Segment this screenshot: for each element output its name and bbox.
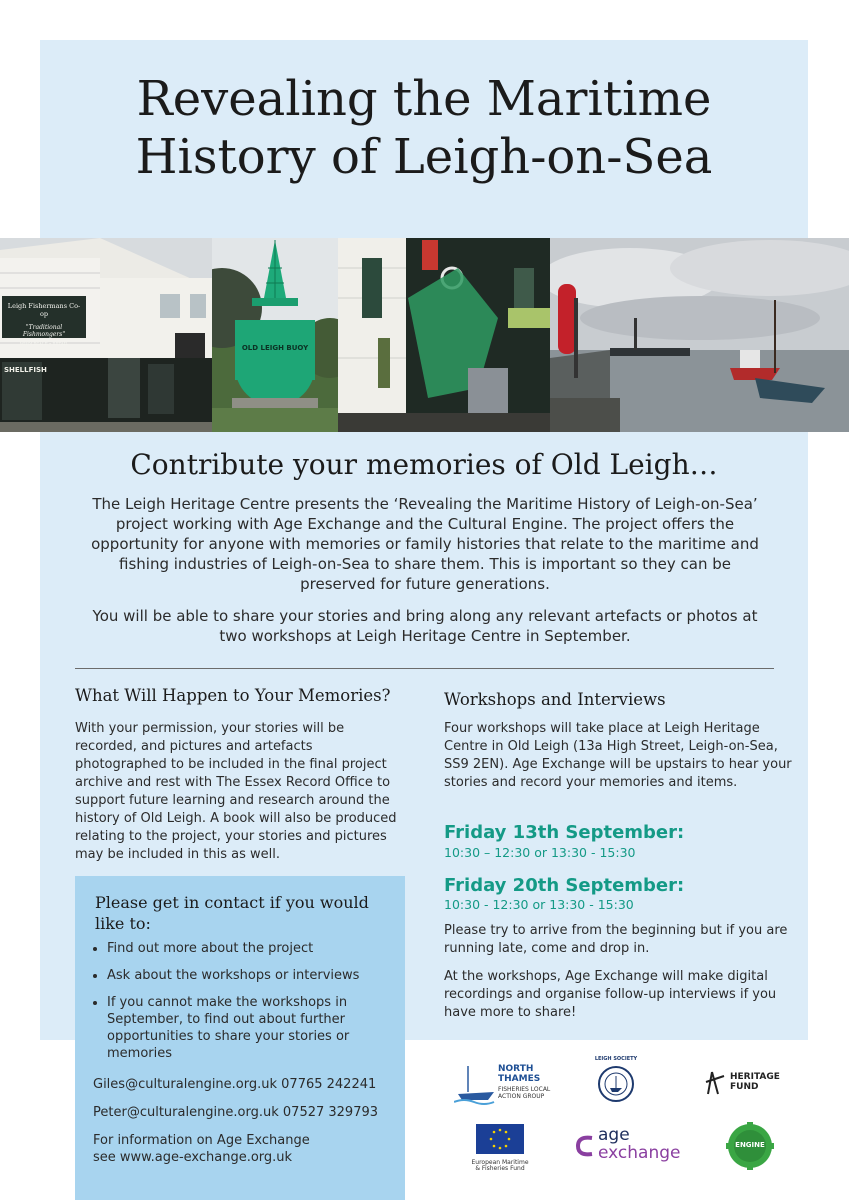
memories-body: With your permission, your stories will be recorded, and pictures and artefacts photographed to be included in the final project archive and rest with The Essex Record Office to support future learning and research around the history of Old Leigh. A book will also be produced relating to the project, your stories and pictures may be included in this as well.	[75, 721, 397, 862]
contact-giles[interactable]: Giles@culturalengine.org.uk 07765 242241	[93, 1077, 377, 1092]
photo-harbour-boats	[550, 238, 849, 432]
leigh-society-label: LEIGH SOCIETY	[594, 1056, 638, 1062]
workshop-date-2: Friday 20th September:	[444, 875, 685, 896]
north-thames-line-4: ACTION GROUP	[498, 1093, 545, 1100]
age-exchange-logo	[574, 1126, 684, 1166]
photo-fishing-net-building	[338, 238, 550, 432]
contact-list	[91, 940, 407, 1072]
age-exchange-line-2: exchange	[598, 1143, 681, 1163]
shellfish-board-text: SHELLFISH	[4, 366, 47, 374]
contact-heading: Please get in contact if you would like to:	[95, 893, 369, 933]
eu-flag-icon	[476, 1124, 524, 1154]
emff-label: European Maritime & Fisheries Fund	[471, 1159, 529, 1172]
intro-paragraph-2: You will be able to share your stories and bring along any relevant artefacts or photos at two workshops at Leigh Heritage Centre in September.	[92, 607, 758, 645]
contact-box	[75, 876, 405, 1200]
poster-title	[40, 70, 808, 186]
headline: Contribute your memories of Old Leigh…	[130, 448, 718, 481]
workshops-heading: Workshops and Interviews	[444, 690, 666, 709]
contact-peter[interactable]: Peter@culturalengine.org.uk 07527 329793	[93, 1105, 379, 1120]
harbour-image	[550, 238, 849, 432]
title-line-1: Revealing the Maritime	[136, 71, 712, 127]
divider	[75, 668, 774, 669]
photo-old-leigh-buoy	[212, 238, 338, 432]
buoy-image	[212, 238, 338, 432]
age-exchange-mark-icon	[574, 1132, 596, 1162]
workshops-intro: Four workshops will take place at Leigh Heritage Centre in Old Leigh (13a High Street, Leigh-on-Sea, SS9 2EN). Age Exchange will be upstairs to hear your stories and record your memories and items.	[444, 721, 792, 790]
contact-list-item: • Ask about the workshops or interviews	[107, 967, 407, 984]
age-exchange-info-line-1: For information on Age Exchange	[93, 1133, 310, 1148]
workshops-note-arrival: Please try to arrive from the beginning but if you are running late, come and drop in.	[444, 923, 788, 956]
intro-paragraph-1: The Leigh Heritage Centre presents the ‘Revealing the Maritime History of Leigh-on-Sea’ project working with Age Exchange and the Cultural Engine. The project offers the opportunity for anyone with memories or family histories that relate to the maritime and fishing industries of Leigh-on-Sea to share them. This is important so they can be preserved for future generations.	[91, 495, 759, 593]
heritage-fund-line-2: FUND	[730, 1082, 759, 1092]
fishing-boat-icon	[454, 1062, 498, 1106]
age-exchange-line-1: age	[598, 1125, 630, 1145]
crossed-fingers-icon	[702, 1066, 728, 1096]
north-thames-line-1: NORTH	[498, 1064, 534, 1074]
photo-strip	[0, 238, 849, 432]
cultural-engine-label: ENGINE	[735, 1141, 765, 1149]
memories-heading: What Will Happen to Your Memories?	[75, 686, 391, 705]
leigh-society-seal-icon	[596, 1064, 636, 1104]
title-line-2: History of Leigh-on-Sea	[135, 129, 713, 185]
north-thames-logo	[454, 1062, 554, 1108]
north-thames-line-3: FISHERIES LOCAL	[498, 1086, 551, 1093]
north-thames-line-2: THAMES	[498, 1074, 541, 1084]
heritage-fund-logo	[702, 1064, 792, 1104]
contact-list-item: • If you cannot make the workshops in September, to find out about further opportunities to share your stories or memories	[107, 994, 407, 1062]
leigh-society-logo	[586, 1056, 646, 1106]
net-building-image	[338, 238, 550, 432]
cultural-engine-logo	[726, 1122, 774, 1170]
contact-list-item: • Find out more about the project	[107, 940, 407, 957]
photo-fishermans-coop	[0, 238, 212, 432]
workshops-note-recordings: At the workshops, Age Exchange will make digital recordings and organise follow-up interviews if you have more to share!	[444, 969, 777, 1020]
workshop-date-1: Friday 13th September:	[444, 822, 685, 843]
sponsor-logos	[440, 1050, 820, 1180]
coop-sign-sub: WHOLESALE • RETAIL	[19, 341, 69, 346]
buoy-label: OLD LEIGH BUOY	[241, 344, 309, 352]
heritage-fund-line-1: HERITAGE	[730, 1072, 780, 1082]
emff-logo	[470, 1124, 530, 1174]
workshop-time-1: 10:30 – 12:30 or 13:30 - 15:30	[444, 845, 636, 860]
workshop-time-2: 10:30 - 12:30 or 13:30 - 15:30	[444, 897, 634, 912]
age-exchange-info-link[interactable]: see www.age-exchange.org.uk	[93, 1150, 293, 1165]
coop-sign-name: Leigh Fishermans Co-op	[7, 302, 81, 318]
intro-text	[80, 494, 770, 658]
coop-sign-tagline: "Traditional Fishmongers"	[22, 324, 66, 338]
